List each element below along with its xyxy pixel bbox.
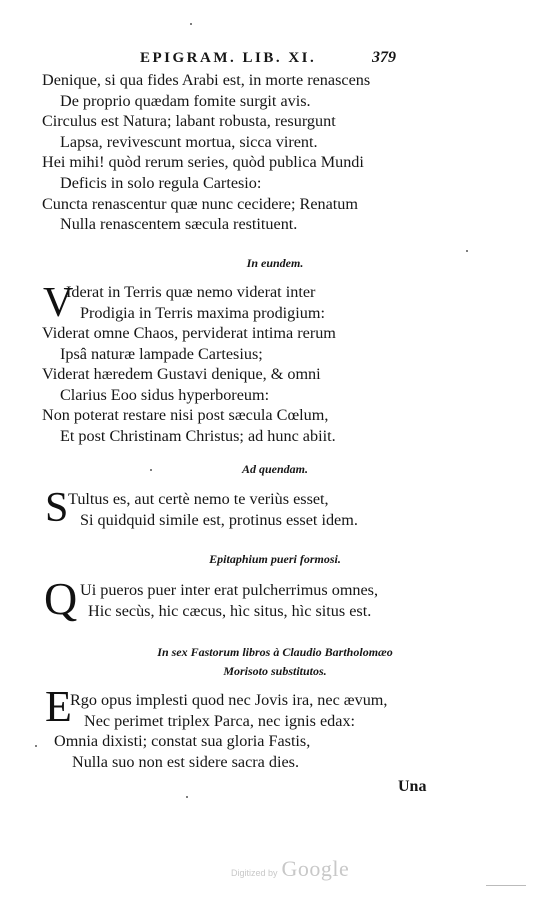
verse-line: Et post Christinam Christus; ad hunc abiit. <box>60 426 336 445</box>
verse-line: Deficis in solo regula Cartesio: <box>60 173 262 192</box>
poem-continued <box>42 70 370 235</box>
verse-line: Ui pueros puer inter erat pulcherrimus omnes, <box>80 581 379 599</box>
drop-cap: V <box>43 280 74 326</box>
ink-speck <box>150 469 152 471</box>
drop-cap: E <box>45 682 72 731</box>
verse-line: De proprio quædam fomite surgit avis. <box>60 91 311 110</box>
verse-line: Ipsâ naturæ lampade Cartesius; <box>60 344 263 363</box>
verse-line: Circulus est Natura; labant robusta, resurgunt <box>42 112 336 131</box>
ink-speck <box>190 23 192 25</box>
verse-line: Hic secùs, hic cæcus, hìc situs, hìc situs est. <box>88 601 372 620</box>
verse-line: Si quidquid simile est, protinus esset idem. <box>80 510 358 529</box>
margin-mark <box>486 885 526 886</box>
verse-line: Prodigia in Terris maxima prodigium: <box>80 303 325 322</box>
verse-line: Tultus es, aut certè nemo te veriùs esset, <box>68 490 329 508</box>
verse-line: Iderat in Terris quæ nemo viderat inter <box>66 283 316 301</box>
watermark-prefix: Digitized by <box>231 868 278 878</box>
poem-in-eundem-continued <box>42 323 336 447</box>
verse-line: Viderat hæredem Gustavi denique, & omni <box>42 365 321 384</box>
poem-epitaphium <box>80 580 378 621</box>
drop-cap: Q <box>44 573 78 624</box>
ink-speck <box>186 796 188 798</box>
verse-line: Cuncta renascentur quæ nunc cecidere; Renatum <box>42 194 358 213</box>
poem-heading: Epitaphium pueri formosi. <box>209 552 341 566</box>
running-title: EPIGRAM. LIB. XI. <box>140 50 317 66</box>
verse-line: Nulla renascentem sæcula restituent. <box>60 215 298 234</box>
verse-line: Clarius Eoo sidus hyperboreum: <box>60 385 270 404</box>
verse-line: Lapsa, revivescunt mortua, sicca virent. <box>60 132 318 151</box>
poem-heading: Ad quendam. <box>241 462 308 476</box>
drop-cap: S <box>45 485 69 531</box>
poem-ad-quendam <box>68 489 358 530</box>
catchword: Una <box>398 778 427 795</box>
poem-in-eundem <box>66 282 325 323</box>
ink-speck <box>35 745 37 747</box>
verse-line: Hei mihi! quòd rerum series, quòd publica Mundi <box>42 153 364 172</box>
poem-fastorum <box>70 690 387 731</box>
ink-speck <box>466 250 468 252</box>
running-header <box>140 50 440 72</box>
verse-line: Denique, si qua fides Arabi est, in morte renascens <box>42 71 371 89</box>
verse-line: Viderat omne Chaos, perviderat intima rerum <box>42 324 336 342</box>
verse-line: Non poterat restare nisi post sæcula Cœlum, <box>42 406 329 425</box>
poem-heading: In sex Fastorum libros à Claudio Bartholomæo <box>157 645 393 659</box>
verse-line: Nec perimet triplex Parca, nec ignis edax: <box>84 711 356 730</box>
verse-line: Nulla suo non est sidere sacra dies. <box>72 752 300 771</box>
poem-fastorum-continued <box>54 731 310 772</box>
verse-line: Omnia dixisti; constat sua gloria Fastis, <box>54 732 311 750</box>
digitized-watermark <box>231 856 349 882</box>
poem-heading: In eundem. <box>246 256 304 270</box>
google-logo: Google <box>281 856 350 881</box>
verse-line: Rgo opus implesti quod nec Jovis ira, nec ævum, <box>70 691 388 709</box>
page-number: 379 <box>372 49 396 66</box>
poem-heading: Morisoto substitutos. <box>223 664 327 678</box>
